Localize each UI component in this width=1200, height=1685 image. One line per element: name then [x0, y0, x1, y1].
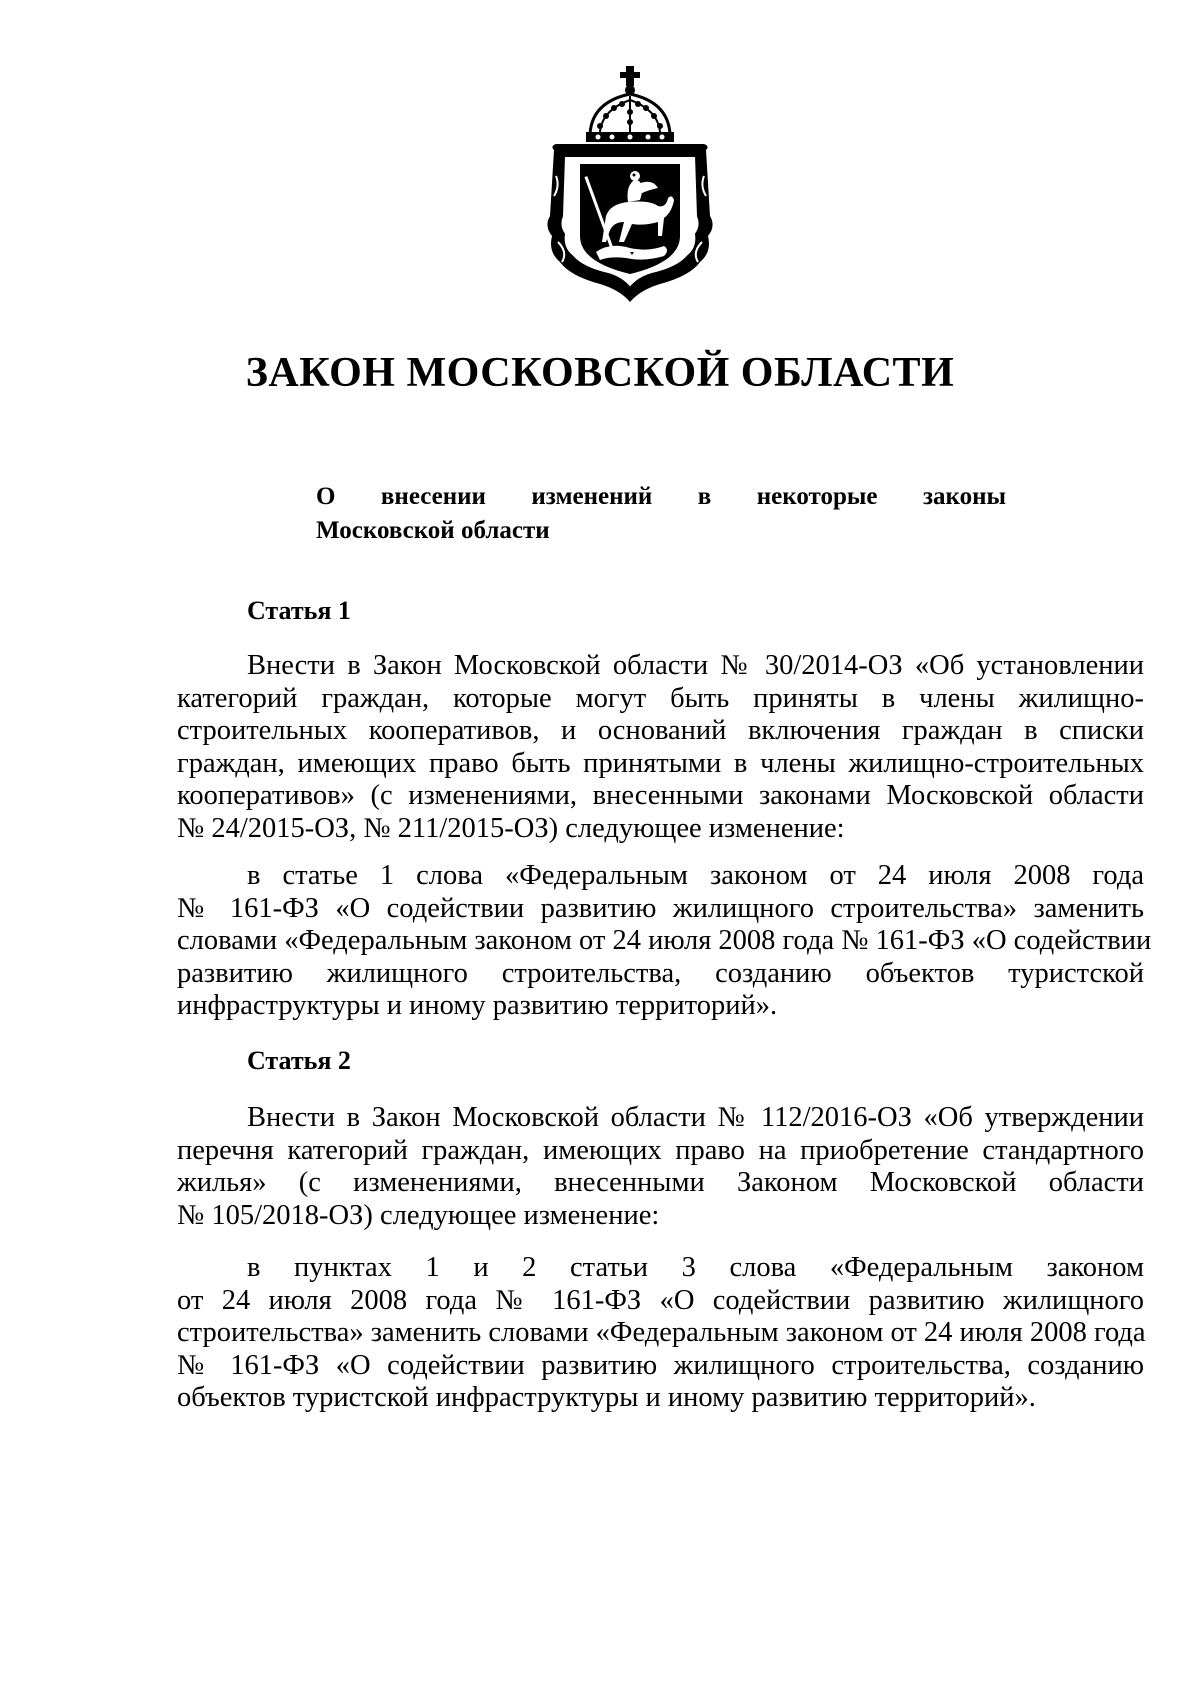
text-line: № 161-ФЗ «О содействии развитию жилищного строительства, созданию [177, 1349, 1144, 1381]
article-heading: Статья 2 [247, 1046, 351, 1075]
document-subtitle [316, 480, 1006, 548]
text-line: кооперативов» (с изменениями, внесенными законами Московской области [177, 780, 1144, 811]
article-paragraph [177, 1102, 1144, 1232]
text-line: строительных кооперативов, и оснований включения граждан в списки [177, 715, 1144, 746]
text-line: инфраструктуры и иному развитию территорий». [177, 990, 778, 1021]
article-paragraph [177, 1252, 1144, 1415]
document-title: ЗАКОН МОСКОВСКОЙ ОБЛАСТИ [245, 350, 955, 396]
article-paragraph [177, 650, 1144, 845]
text-line: объектов туристской инфраструктуры и иному развитию территорий». [177, 1382, 1036, 1413]
subtitle-line: Московской области [316, 517, 550, 544]
text-line: категорий граждан, которые могут быть приняты в члены жилищно- [177, 682, 1144, 714]
text-line: граждан, имеющих право быть принятыми в члены жилищно-строительных [177, 747, 1144, 779]
text-line: Внести в Закон Московской области № 112/2016-ОЗ «Об утверждении [247, 1102, 1144, 1133]
text-line: в статье 1 слова «Федеральным законом от 24 июля 2008 года [247, 860, 1144, 891]
article-heading: Статья 1 [247, 596, 351, 625]
text-line: № 24/2015-ОЗ, № 211/2015-ОЗ) следующее изменение: [177, 812, 845, 844]
coat-of-arms-icon [540, 66, 720, 306]
text-line: перечня категорий граждан, имеющих право на приобретение стандартного [177, 1134, 1144, 1166]
text-line: в пунктах 1 и 2 статьи 3 слова «Федеральным законом [247, 1252, 1144, 1283]
text-line: Внести в Закон Московской области № 30/2014-ОЗ «Об установлении [247, 650, 1144, 681]
text-line: строительства» заменить словами «Федеральным законом от 24 июля 2008 года [177, 1317, 1146, 1348]
text-line: № 105/2018-ОЗ) следующее изменение: [177, 1199, 660, 1231]
subtitle-line: О внесении изменений в некоторые законы [316, 483, 1006, 510]
text-line: от 24 июля 2008 года № 161-ФЗ «О содействии развитию жилищного [177, 1284, 1144, 1316]
text-line: жилья» (с изменениями, внесенными Законом Московской области [177, 1167, 1144, 1198]
text-line: развитию жилищного строительства, созданию объектов туристской [177, 957, 1144, 989]
text-line: № 161-ФЗ «О содействии развитию жилищного строительства» заменить [177, 892, 1144, 924]
text-line: словами «Федеральным законом от 24 июля 2008 года № 161-ФЗ «О содействии [177, 925, 1152, 956]
article-paragraph [177, 860, 1152, 1023]
